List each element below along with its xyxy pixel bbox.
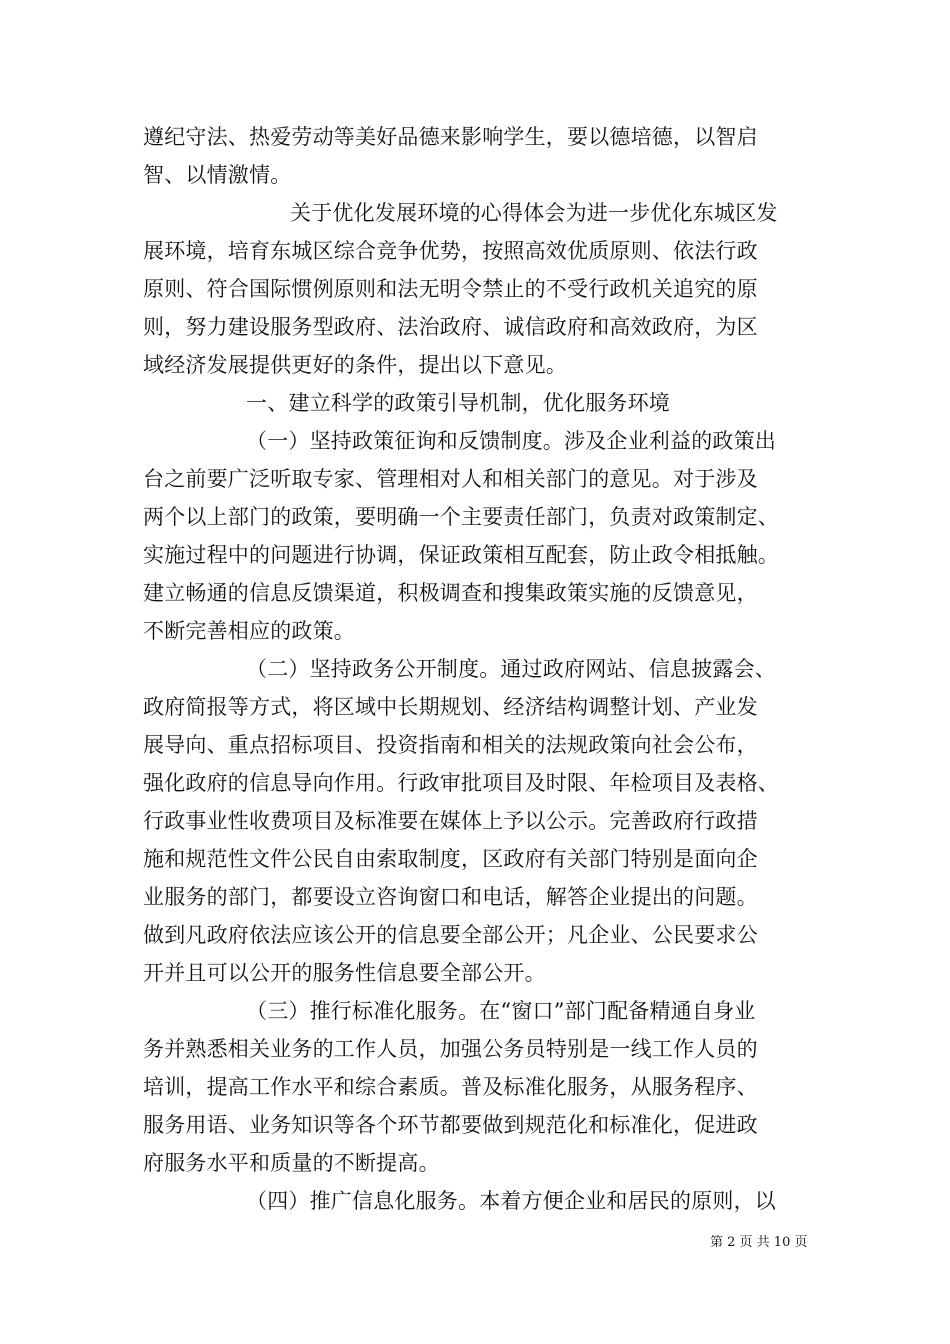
text-line: 服务用语、业务知识等各个环节都要做到规范化和标准化，促进政 (143, 1113, 758, 1137)
text-line: 域经济发展提供更好的条件，提出以下意见。 (143, 353, 567, 377)
text-line: 府服务水平和质量的不断提高。 (143, 1151, 440, 1175)
text-line: 强化政府的信息导向作用。行政审批项目及时限、年检项目及表格、 (143, 771, 779, 795)
text-line: （二）坚持政务公开制度。通过政府网站、信息披露会、 (246, 657, 776, 681)
text-line: 务并熟悉相关业务的工作人员，加强公务员特别是一线工作人员的 (143, 1037, 758, 1061)
text-line: 则，努力建设服务型政府、法治政府、诚信政府和高效政府，为区 (143, 315, 758, 339)
text-line: 实施过程中的问题进行协调，保证政策相互配套，防止政令相抵触。 (143, 543, 779, 567)
text-line: 关于优化发展环境的心得体会为进一步优化东城区发 (290, 201, 778, 225)
page-number-footer: 第 2 页 共 10 页 (710, 1235, 808, 1250)
text-line: 两个以上部门的政策，要明确一个主要责任部门，负责对政策制定、 (143, 505, 779, 529)
text-line: 政府简报等方式，将区域中长期规划、经济结构调整计划、产业发 (143, 695, 758, 719)
text-line: 台之前要广泛听取专家、管理相对人和相关部门的意见。对于涉及 (143, 467, 758, 491)
text-line: 原则、符合国际惯例原则和法无明令禁止的不受行政机关追究的原 (143, 277, 758, 301)
text-line: （四）推广信息化服务。本着方便企业和居民的原则，以 (246, 1189, 776, 1213)
text-line: 施和规范性文件公民自由索取制度，区政府有关部门特别是面向企 (143, 847, 758, 871)
text-line: 遵纪守法、热爱劳动等美好品德来影响学生，要以德培德，以智启 (143, 125, 758, 149)
text-line: 做到凡政府依法应该公开的信息要全部公开；凡企业、公民要求公 (143, 923, 758, 947)
text-line: 行政事业性收费项目及标准要在媒体上予以公示。完善政府行政措 (143, 809, 758, 833)
text-line: 培训，提高工作水平和综合素质。普及标准化服务，从服务程序、 (143, 1075, 758, 1099)
section-heading: 一、建立科学的政策引导机制，优化服务环境 (246, 391, 670, 415)
text-line: 展导向、重点招标项目、投资指南和相关的法规政策向社会公布， (143, 733, 758, 757)
text-line: 不断完善相应的政策。 (143, 619, 355, 643)
text-line: （一）坚持政策征询和反馈制度。涉及企业利益的政策出 (246, 429, 776, 453)
text-line: 业服务的部门，都要设立咨询窗口和电话，解答企业提出的问题。 (143, 885, 758, 909)
text-line: 建立畅通的信息反馈渠道，积极调查和搜集政策实施的反馈意见， (143, 581, 758, 605)
text-line: 开并且可以公开的服务性信息要全部公开。 (143, 961, 546, 985)
text-line: （三）推行标准化服务。在“窗口”部门配备精通自身业 (246, 999, 756, 1023)
text-line: 展环境，培育东城区综合竞争优势，按照高效优质原则、依法行政 (143, 239, 758, 263)
text-line: 智、以情激情。 (143, 163, 292, 187)
